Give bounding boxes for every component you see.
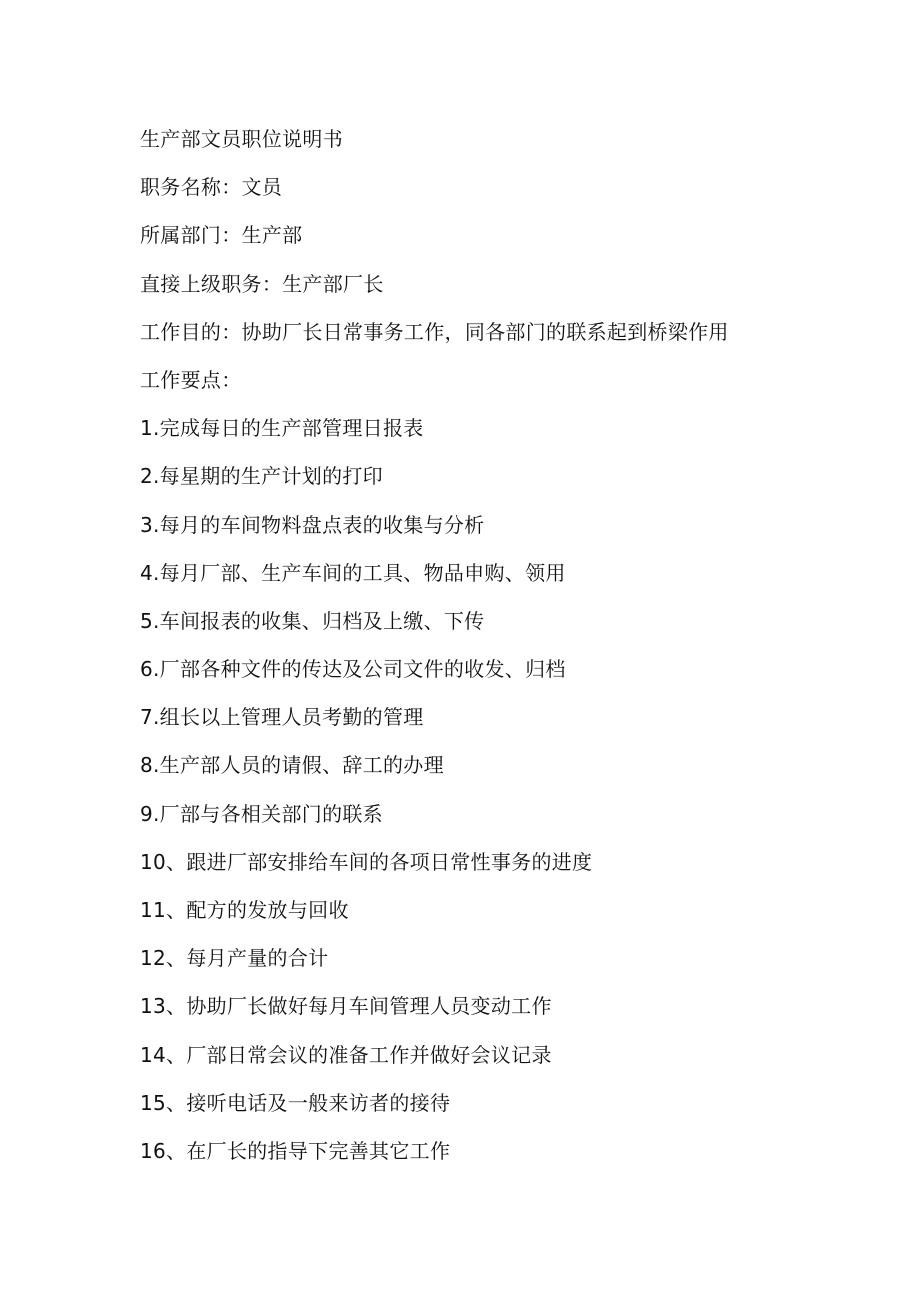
field-label: 职务名称	[140, 175, 222, 200]
field-label: 工作目的	[140, 319, 222, 344]
list-item: 4.每月厂部、生产车间的工具、物品申购、领用	[140, 560, 566, 585]
field-label: 直接上级职务	[140, 271, 262, 296]
document-title: 生产部文员职位说明书	[140, 127, 343, 151]
list-item: 8.生产部人员的请假、辞工的办理	[140, 753, 444, 778]
list-item: 11、配方的发放与回收	[140, 898, 349, 922]
list-item: 12、每月产量的合计	[140, 946, 329, 971]
list-item: 14、厂部日常会议的准备工作并做好会议记录	[140, 1042, 552, 1067]
field-value: 协助厂长日常事务工作，同各部门的联系起到桥梁作用	[241, 319, 729, 344]
list-item: 10、跟进厂部安排给车间的各项日常性事务的进度	[140, 849, 593, 874]
list-item: 15、接听电话及一般来访者的接待	[140, 1090, 451, 1115]
list-item: 16、在厂长的指导下完善其它工作	[140, 1138, 451, 1163]
field-department: 所属部门：生产部	[140, 223, 303, 248]
list-item: 7.组长以上管理人员考勤的管理	[140, 705, 424, 730]
list-item: 13、协助厂长做好每月车间管理人员变动工作	[140, 994, 552, 1019]
field-supervisor: 直接上级职务：生产部厂长	[140, 271, 384, 296]
field-value: 文员	[241, 175, 283, 200]
field-value: 生产部厂长	[282, 271, 384, 296]
list-item: 2.每星期的生产计划的打印	[140, 464, 383, 489]
field-value: 生产部	[241, 223, 303, 248]
list-item: 9.厂部与各相关部门的联系	[140, 801, 383, 826]
document-body	[140, 115, 860, 1175]
field-label: 所属部门	[140, 223, 222, 248]
field-purpose: 工作目的：协助厂长日常事务工作，同各部门的联系起到桥梁作用	[140, 319, 729, 344]
points-heading: 工作要点：	[140, 367, 242, 392]
list-item: 6.厂部各种文件的传达及公司文件的收发、归档	[140, 657, 566, 682]
field-job-title: 职务名称：文员	[140, 175, 283, 200]
list-item: 1.完成每日的生产部管理日报表	[140, 416, 424, 441]
list-item: 3.每月的车间物料盘点表的收集与分析	[140, 512, 485, 537]
list-item: 5.车间报表的收集、归档及上缴、下传	[140, 608, 485, 633]
